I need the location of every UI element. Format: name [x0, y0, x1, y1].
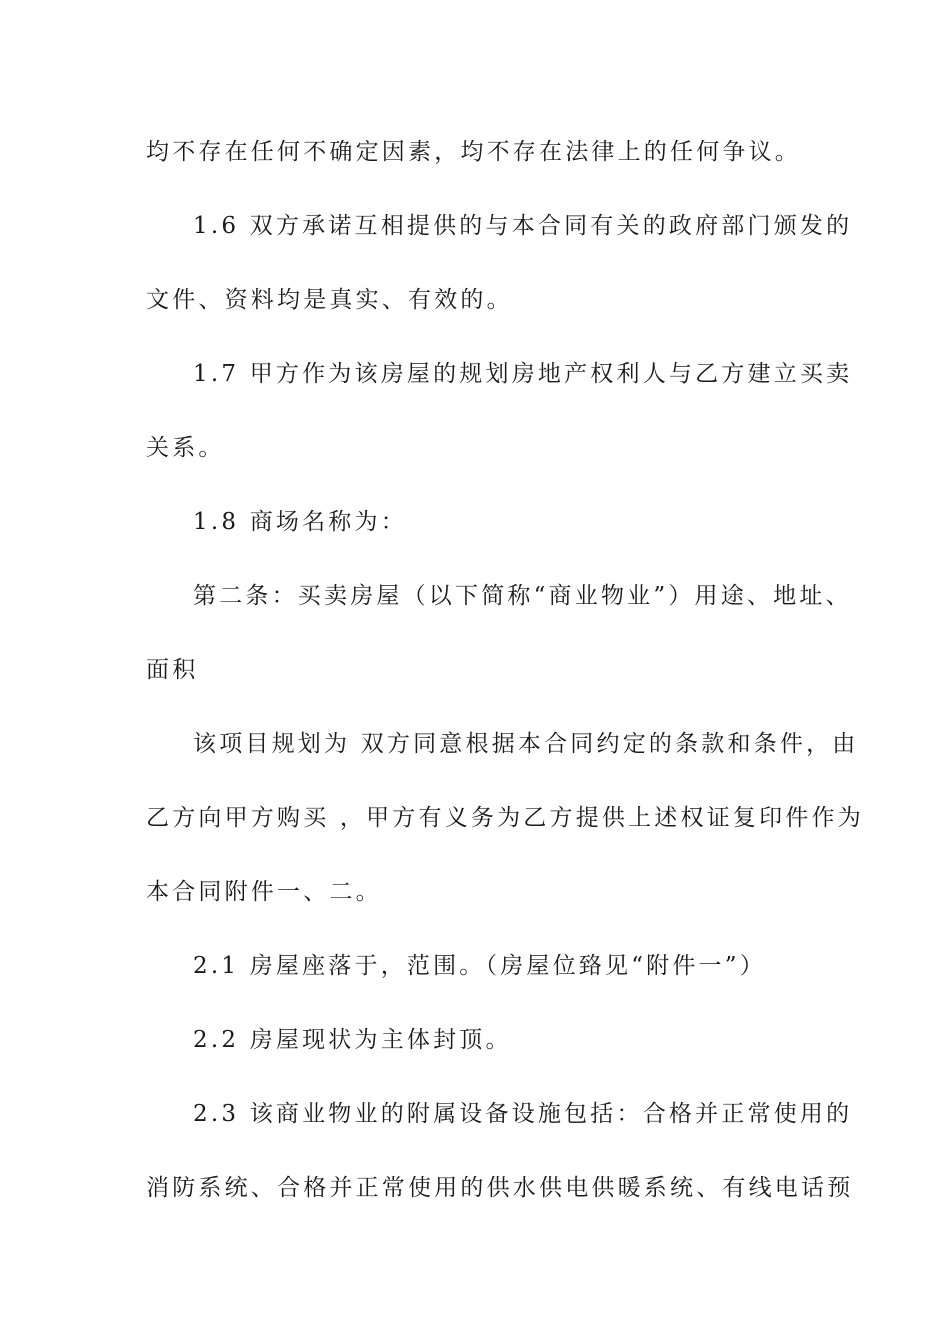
paragraph-project: 该项目规划为 双方同意根据本合同约定的条款和条件，由: [193, 731, 859, 757]
clause-1-7: 1.7 甲方作为该房屋的规划房地产权利人与乙方建立买卖: [193, 361, 853, 387]
text-line-8: 面积: [146, 657, 199, 683]
clause-2-3: 2.3 该商业物业的附属设备设施包括：合格并正常使用的: [193, 1101, 853, 1127]
text-line-1: 均不存在任何不确定因素，均不存在法律上的任何争议。: [146, 139, 801, 165]
text-line-3: 文件、资料均是真实、有效的。: [146, 287, 513, 313]
clause-2-2: 2.2 房屋现状为主体封顶。: [193, 1027, 512, 1053]
clause-2-1: 2.1 房屋座落于，范围。（房屋位臵见“附件一”）: [193, 953, 766, 979]
article-2-heading: 第二条：买卖房屋（以下简称“商业物业”）用途、地址、: [193, 583, 852, 609]
clause-1-8: 1.8 商场名称为：: [193, 509, 407, 535]
text-line-5: 关系。: [146, 435, 225, 461]
text-line-10: 乙方向甲方购买 ，甲方有义务为乙方提供上述权证复印件作为: [146, 805, 864, 831]
text-line-11: 本合同附件一、二。: [146, 879, 382, 905]
text-line-15: 消防系统、合格并正常使用的供水供电供暖系统、有线电话预: [146, 1175, 854, 1201]
clause-1-6: 1.6 双方承诺互相提供的与本合同有关的政府部门颁发的: [193, 213, 853, 239]
